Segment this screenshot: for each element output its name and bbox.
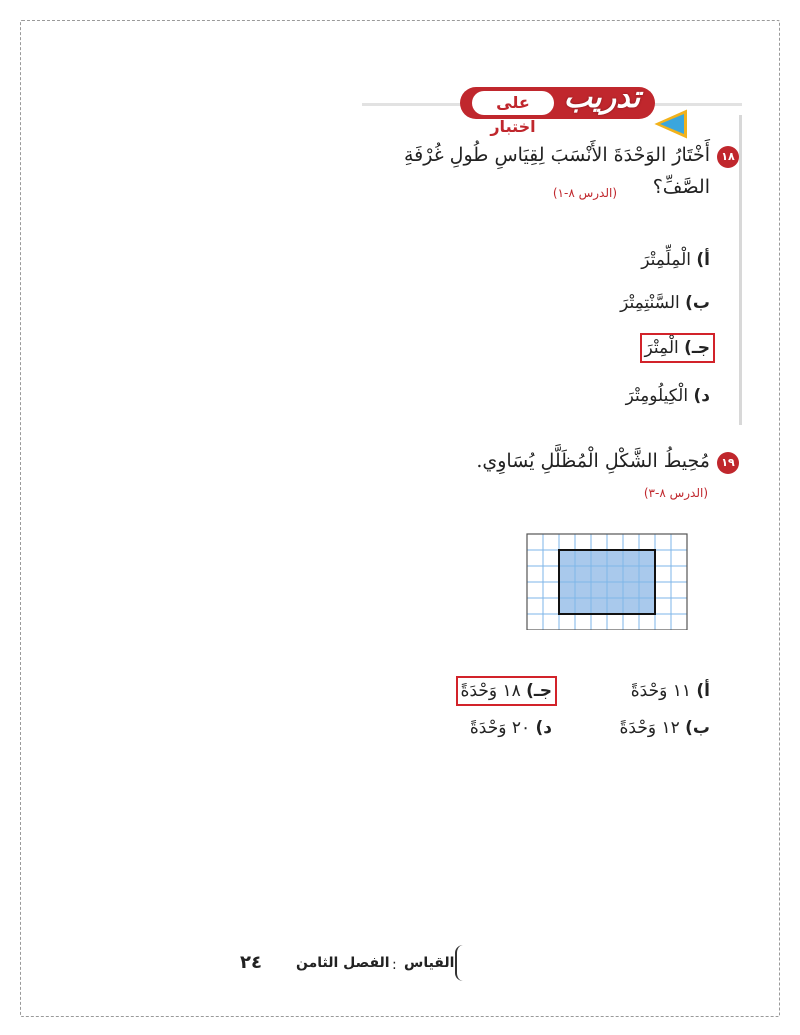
option-letter: أ) bbox=[696, 681, 710, 701]
section-rule bbox=[739, 115, 742, 425]
q18-option-b[interactable] bbox=[620, 293, 710, 313]
q19-option-a[interactable] bbox=[631, 681, 710, 701]
option-text: الْكِيلُومِتْرَ bbox=[625, 386, 689, 406]
option-letter: د) bbox=[535, 718, 552, 738]
option-text: ٢٠ وَحْدَةً bbox=[469, 718, 531, 738]
option-text: ١١ وَحْدَةً bbox=[630, 681, 691, 701]
footer-bracket bbox=[455, 945, 467, 981]
q18-option-a[interactable] bbox=[641, 250, 710, 270]
option-letter: أ) bbox=[696, 250, 710, 270]
question-18-line2: الصَّفِّ؟ bbox=[652, 176, 710, 198]
option-letter: ب) bbox=[685, 293, 710, 313]
q19-option-c-selected[interactable] bbox=[461, 681, 552, 701]
question-19-lesson-ref: (الدرس ٨-٣) bbox=[643, 486, 708, 500]
page-number: ٢٤ bbox=[240, 952, 262, 973]
option-text: السَّنْتِمِتْرَ bbox=[620, 293, 680, 313]
question-18-line1: أَخْتَارُ الوَحْدَةَ الأَنْسَبَ لِقِيَاسِ طُولِ غُرْفَةِ bbox=[403, 144, 710, 166]
option-letter: جـ) bbox=[684, 338, 710, 358]
q19-option-d[interactable] bbox=[470, 718, 552, 738]
option-letter: ب) bbox=[685, 718, 710, 738]
question-18-lesson-ref: (الدرس ٨-١) bbox=[552, 186, 617, 200]
q18-option-c-selected[interactable] bbox=[645, 338, 711, 358]
q19-option-b[interactable] bbox=[620, 718, 710, 738]
option-text: ١٨ وَحْدَةً bbox=[460, 681, 521, 701]
option-text: ١٢ وَحْدَةً bbox=[619, 718, 680, 738]
footer-separator: : bbox=[392, 957, 397, 973]
question-18-number-badge: ١٨ bbox=[717, 146, 739, 168]
banner-label: على اختبار bbox=[472, 91, 554, 115]
question-19-number-badge: ١٩ bbox=[717, 452, 739, 474]
option-letter: جـ) bbox=[526, 681, 552, 701]
banner-script-title: تدريب bbox=[563, 80, 641, 115]
question-19-text: مُحِيطُ الشَّكْلِ الْمُظَلَّلِ يُسَاوِي. bbox=[476, 450, 710, 472]
option-text: الْمِتْرَ bbox=[644, 338, 679, 358]
option-text: الْمِلِّمِتْرَ bbox=[641, 250, 691, 270]
footer-chapter-title: القياس bbox=[404, 955, 455, 971]
perimeter-grid-figure bbox=[525, 532, 689, 630]
option-letter: د) bbox=[693, 386, 710, 406]
footer-chapter: الفصل الثامن bbox=[296, 955, 390, 971]
q18-option-d[interactable] bbox=[626, 386, 710, 406]
